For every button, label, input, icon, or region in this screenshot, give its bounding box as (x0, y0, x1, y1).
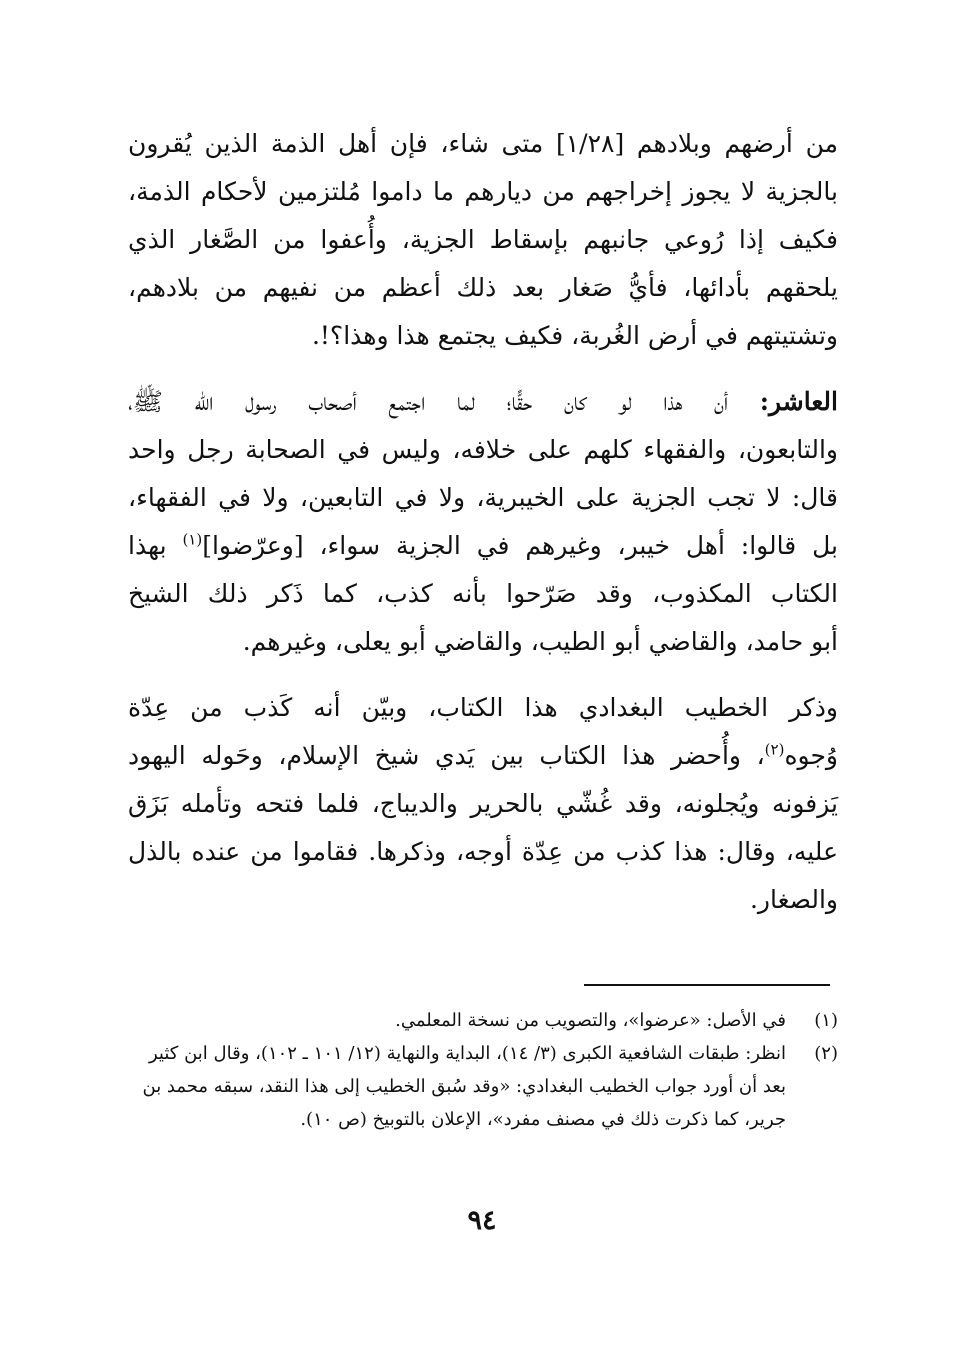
text-line: فكيف إذا رُوعي جانبهم بإسقاط الجزية، وأُعفوا من الصَّغار الذي (128, 225, 838, 254)
footnote-2 (128, 1037, 838, 1136)
footnote-ref-1[interactable]: (١) (182, 530, 203, 549)
text-line (128, 732, 838, 780)
footnote-number: (٢) (814, 1043, 838, 1064)
text-line-content: أن هذا لو كان حقًّا؛ لما اجتمع أصحاب رسول الله ﷺ، (128, 387, 729, 416)
footnote-ref-2[interactable]: (٢) (764, 740, 785, 759)
text-line-content: ، وأُحضر هذا الكتاب بين يَدي شيخ الإسلام، وحَوله اليهود (128, 741, 765, 770)
text-line: والصغار. (749, 885, 838, 914)
text-line: وتشتيتهم في أرض الغُربة، فكيف يجتمع هذا وهذا؟!. (311, 321, 838, 350)
text-line-content: بل قالوا: أهل خيبر، وغيرهم في الجزية سواء، [وعرّضوا] (202, 531, 838, 560)
footnote-1 (128, 1004, 838, 1037)
paragraph-2 (128, 378, 838, 666)
text-line: يلحقهم بأدائها، فأيُّ صَغار بعد ذلك أعظم من نفيهم من بلادهم، (128, 273, 838, 302)
footnote-separator (584, 984, 830, 986)
text-line: من أرضهم وبلادهم [١/٢٨] متى شاء، فإن أهل الذمة الذين يُقرون (128, 129, 838, 158)
text-line: بالجزية لا يجوز إخراجهم من ديارهم ما داموا مُلتزمين لأحكام الذمة، (128, 177, 838, 206)
page-number: ٩٤ (467, 1205, 497, 1236)
footnote-text: في الأصل: «عرضوا»، والتصويب من نسخة المعلمي. (395, 1010, 786, 1031)
text-line: عليه، وقال: هذا كذب من عِدّة أوجه، وذكرها. فقاموا من عنده بالذل (128, 837, 838, 866)
main-text (128, 120, 838, 924)
text-line-content: وُجوه (784, 741, 838, 770)
text-line: والتابعون، والفقهاء كلهم على خلافه، وليس في الصحابة رجل واحد (128, 435, 838, 464)
footnote-number: (١) (814, 1010, 838, 1031)
paragraph-1 (128, 120, 838, 360)
text-line (128, 378, 838, 426)
text-line: وذكر الخطيب البغدادي هذا الكتاب، وبيّن أنه كَذب من عِدّة (128, 693, 838, 722)
text-line: أبو حامد، والقاضي أبو الطيب، والقاضي أبو يعلى، وغيرهم. (242, 627, 838, 656)
text-line: قال: لا تجب الجزية على الخيبرية، ولا في التابعين، ولا في الفقهاء، (128, 483, 838, 512)
text-line: الكتاب المكذوب، وقد صَرّحوا بأنه كذب، كما ذَكر ذلك الشيخ (128, 579, 838, 608)
footnote-text: انظر: طبقات الشافعية الكبرى (٣/ ١٤)، البداية والنهاية (١٢/ ١٠١ ـ ١٠٢)، وقال ابن كثير بعد أن أورد جواب الخطيب البغدادي: «وقد سُبق الخطيب إلى هذا النقد، سبقه محمد بن جرير، كما ذكرت ذلك في مصنف مفرد»، الإعلان بالتوبيخ (ص ١٠). (142, 1043, 786, 1130)
footnotes (128, 1004, 838, 1136)
paragraph-3 (128, 684, 838, 924)
text-line (128, 522, 838, 570)
section-lead: العاشر: (759, 387, 838, 416)
text-line-tail: بهذا (128, 531, 183, 560)
text-line: يَزفونه ويُجلونه، وقد غُشّي بالحرير والديباج، فلما فتحه وتأمله بَزَق (128, 789, 838, 818)
